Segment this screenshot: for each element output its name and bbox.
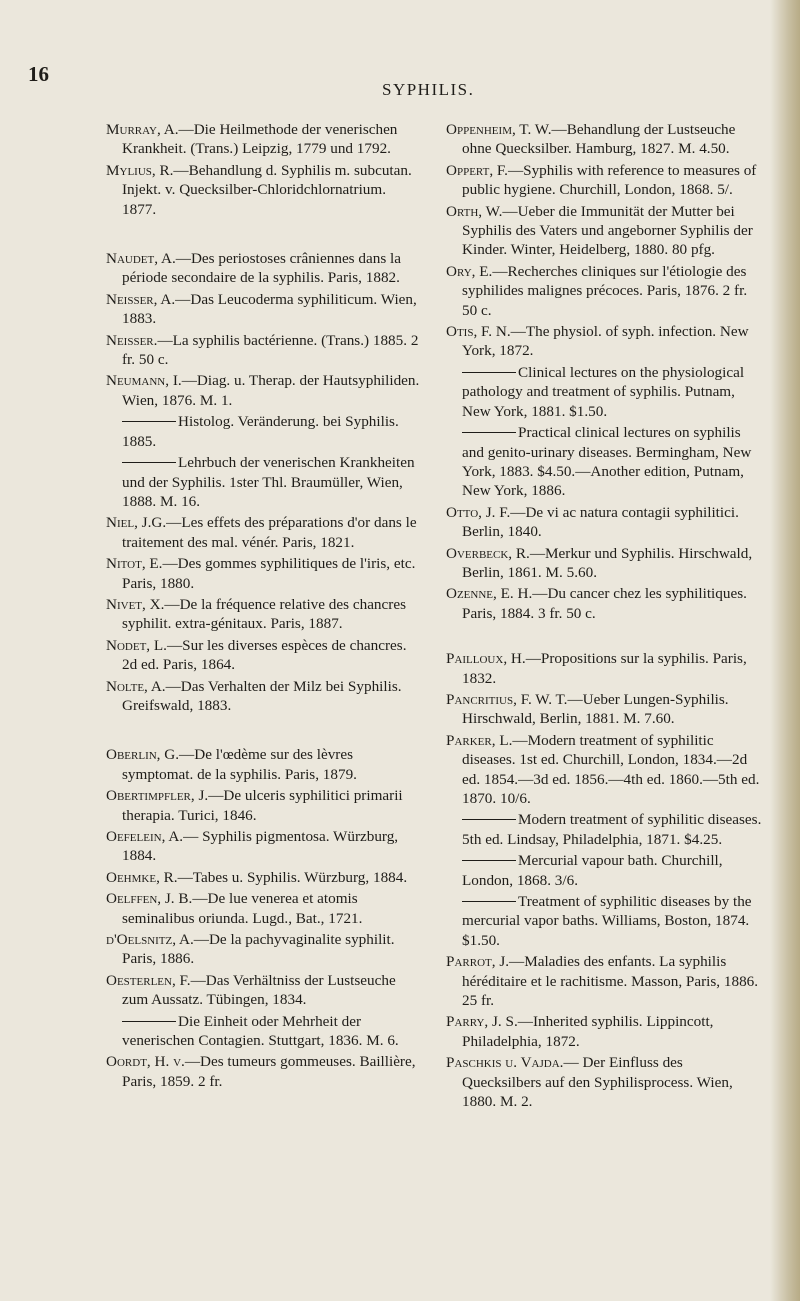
entry-text: —De lue venerea et atomis seminalibus oriunda. Lugd., Bat., 1721. (122, 890, 363, 927)
entry-text: —Ueber Lungen-Syphilis. Hirschwald, Berlin, 1881. M. 7.60. (462, 690, 729, 728)
entry-text: —Tabes u. Syphilis. Würzburg, 1884. (177, 868, 408, 886)
entry-author: Pailloux, H. (446, 650, 526, 668)
entry-author: Obertimpfler, J. (106, 787, 209, 805)
entry-author: d'Oelsnitz, A. (106, 931, 194, 949)
bibliography-entry (106, 889, 421, 928)
entry-author: Oesterlen, F. (106, 971, 191, 989)
entry-author: Oordt, H. v. (106, 1053, 185, 1071)
entry-text: Mercurial vapour bath. Churchill, London, 1868. 3/6. (462, 852, 723, 889)
entry-text: —Die Heilmethode der venerischen Krankheit. (Trans.) Leipzig, 1779 und 1792. (122, 121, 398, 158)
bibliography-entry (106, 120, 421, 159)
entry-author: Ory, E. (446, 262, 493, 280)
bibliography-entry (106, 1052, 421, 1091)
ditto-dash (462, 819, 516, 820)
right-column (446, 120, 764, 1114)
entry-text: Treatment of syphilitic diseases by the mercurial vapor baths. Williams, Boston, 1874. $1.50. (462, 893, 752, 949)
entry-author: Oelffen, J. B. (106, 890, 193, 908)
entry-text: Lehrbuch der venerischen Krankheiten und der Syphilis. 1ster Thl. Braumüller, Wien, 1888. M. 16. (122, 454, 415, 510)
ditto-dash (462, 860, 516, 861)
bibliography-entry (446, 120, 764, 159)
entry-author: Parrot, J. (446, 953, 510, 971)
entry-text: —La syphilis bactérienne. (Trans.) 1885. 2 fr. 50 c. (122, 331, 419, 369)
entry-text: G.—Les effets des préparations d'or dans le traitement des mal. vénér. Paris, 1821. (122, 514, 417, 551)
bibliography-entry (446, 892, 764, 950)
entry-text: —De la fréquence relative des chancres syphilit. extra-génitaux. Paris, 1887. (122, 595, 406, 633)
ditto-dash (122, 462, 176, 463)
bibliography-entry (106, 161, 421, 219)
bibliography-entry (106, 786, 421, 825)
bibliography-entry (106, 249, 421, 288)
entry-text: —Das Verhältniss der Lustseuche zum Aussatz. Tübingen, 1834. (122, 971, 396, 1009)
entry-author: Oefelein, A. (106, 828, 184, 845)
entry-text: —De l'œdème sur des lèvres symptomat. de la syphilis. Paris, 1879. (122, 746, 357, 783)
entry-author: Nivet, X. (106, 595, 165, 613)
entry-author: Oppert, F. (446, 161, 508, 179)
entry-text: —Maladies des enfants. La syphilis héréditaire et le rachitisme. Masson, Paris, 1886. 25 fr. (462, 953, 759, 1010)
entry-author: Overbeck, R. (446, 544, 530, 562)
entry-text: Histolog. Veränderung. bei Syphilis. 1885. (122, 413, 399, 450)
entry-text: —Inherited syphilis. Lippincott, Philadelphia, 1872. (462, 1013, 714, 1050)
entry-text: —Ueber die Immunität der Mutter bei Syphilis des Vaters und angeborner Syphilis der Kinder. Winter, Heidelberg, 1880. 80 pfg. (462, 202, 753, 259)
entry-author: Mylius, R. (106, 161, 174, 179)
bibliography-entry (446, 649, 764, 688)
entry-author: Murray, A. (106, 121, 179, 138)
bibliography-entry (106, 371, 421, 410)
bibliography-entry (446, 363, 764, 421)
ditto-dash (462, 901, 516, 902)
entry-author: Nitot, E. (106, 555, 163, 573)
entry-author: Oehmke, R. (106, 868, 178, 886)
bibliography-entry (446, 1053, 764, 1111)
entry-author: Oberlin, G. (106, 746, 180, 764)
bibliography-entry (106, 554, 421, 593)
bibliography-entry (446, 584, 764, 623)
entry-author: Naudet, A. (106, 250, 176, 268)
entry-text: —Das Verhalten der Milz bei Syphilis. Greifswald, 1883. (122, 677, 402, 714)
entry-author: Nolte, A. (106, 677, 166, 695)
page-number: 16 (28, 62, 49, 86)
entry-text: Practical clinical lectures on syphilis and genito-urinary diseases. Bermingham, New York, 1883. $4.50.—Another edition, Putnam, New York, 1886. (462, 424, 752, 500)
entry-text: —Behandlung der Lustseuche ohne Quecksilber. Hamburg, 1827. M. 4.50. (462, 121, 736, 158)
ditto-dash (462, 432, 516, 433)
entry-author: Oppenheim, T. W. (446, 121, 552, 138)
running-head: SYPHILIS. (382, 80, 475, 99)
entry-text: —Des gommes syphilitiques de l'iris, etc. Paris, 1880. (122, 555, 416, 592)
entry-author: Parker, L. (446, 731, 513, 749)
entry-author: Ozenne, E. H. (446, 585, 533, 603)
bibliography-entry (446, 544, 764, 583)
bibliography-entry (106, 412, 421, 451)
bibliography-entry (446, 322, 764, 361)
entry-author: Neisser, A. (106, 290, 176, 308)
entry-text: —Diag. u. Therap. der Hautsyphiliden. Wien, 1876. M. 1. (122, 372, 420, 409)
entry-text: —Des periostoses crâniennes dans la période secondaire de la syphilis. Paris, 1882. (122, 250, 401, 287)
ditto-dash (122, 1021, 176, 1022)
bibliography-entry (106, 868, 421, 887)
entry-author: Neisser. (106, 331, 158, 349)
entry-text: Clinical lectures on the physiological pathology and treatment of syphilis. Putnam, New York, 1881. $1.50. (462, 363, 745, 420)
bibliography-entry (446, 1012, 764, 1051)
entry-text: —Du cancer chez les syphilitiques. Paris, 1884. 3 fr. 50 c. (462, 585, 747, 622)
bibliography-entry (106, 636, 421, 675)
page-edge-shadow (770, 0, 800, 1301)
bibliography-entry (446, 810, 764, 849)
bibliography-entry (106, 971, 421, 1010)
entry-text: —De la pachyvaginalite syphilit. Paris, 1886. (122, 931, 395, 968)
bibliography-entry (106, 1012, 421, 1051)
bibliography-entry (446, 690, 764, 729)
ditto-dash (122, 421, 176, 422)
bibliography-entry (446, 262, 764, 320)
entry-text: —Sur les diverses espèces de chancres. 2d ed. Paris, 1864. (122, 636, 407, 674)
bibliography-entry (106, 677, 421, 716)
entry-author: Neumann, I. (106, 372, 182, 390)
entry-text: — Syphilis pigmentosa. Würzburg, 1884. (122, 828, 399, 865)
bibliography-entry (106, 331, 421, 370)
bibliography-entry (446, 851, 764, 890)
bibliography-entry (446, 202, 764, 260)
entry-author: Otis, F. N. (446, 323, 511, 341)
entry-text: —Propositions sur la syphilis. Paris, 1832. (462, 650, 747, 687)
left-column (106, 120, 421, 1093)
ditto-dash (462, 372, 516, 373)
entry-text: —Syphilis with reference to measures of public hygiene. Churchill, London, 1868. 5/. (462, 161, 757, 199)
entry-text: —De vi ac natura contagii syphilitici. Berlin, 1840. (462, 503, 739, 541)
bibliography-entry (106, 453, 421, 511)
entry-text: —Des tumeurs gommeuses. Baillière, Paris, 1859. 2 fr. (122, 1053, 416, 1090)
bibliography-entry (106, 290, 421, 329)
bibliography-entry (446, 503, 764, 542)
entry-author: Paschkis u. Vajda. (446, 1054, 564, 1072)
entry-text: —Behandlung d. Syphilis m. subcutan. Injekt. v. Quecksilber-Chloridchlornatrium. 1877. (122, 161, 412, 218)
entry-author: Niel, J. (106, 514, 152, 532)
bibliography-entry (106, 930, 421, 969)
bibliography-entry (106, 827, 421, 866)
bibliography-entry (106, 513, 421, 552)
bibliography-entry (106, 745, 421, 784)
entry-text: —The physiol. of syph. infection. New York, 1872. (462, 323, 749, 360)
entry-author: Otto, J. F. (446, 503, 511, 521)
entry-text: —Recherches cliniques sur l'étiologie des syphilides malignes précoces. Paris, 1876. 2 fr. 50 c. (462, 262, 748, 319)
bibliography-entry (446, 952, 764, 1010)
entry-text: —Das Leucoderma syphiliticum. Wien, 1883. (122, 290, 417, 328)
entry-author: Pancritius, F. W. T. (446, 690, 568, 708)
entry-text: — Der Einfluss des Quecksilbers auf den Syphilisprocess. Wien, 1880. M. 2. (462, 1054, 733, 1111)
entry-text: —De ulceris syphilitici primarii therapia. Turici, 1846. (122, 787, 403, 824)
entry-text: Die Einheit oder Mehrheit der venerischen Contagien. Stuttgart, 1836. M. 6. (122, 1012, 399, 1050)
entry-author: Orth, W. (446, 202, 503, 220)
bibliography-entry (446, 423, 764, 501)
bibliography-entry (446, 731, 764, 809)
bibliography-entry (446, 161, 764, 200)
entry-text: —Modern treatment of syphilitic diseases. 1st ed. Churchill, London, 1834.—2d ed. 1854.—3d ed. 1856.—4th ed. 1860.—5th ed. 1870. 10/6. (462, 731, 760, 807)
bibliography-entry (106, 595, 421, 634)
entry-text: Modern treatment of syphilitic diseases. 5th ed. Lindsay, Philadelphia, 1871. $4.25. (462, 811, 762, 848)
entry-text: —Merkur und Syphilis. Hirschwald, Berlin, 1861. M. 5.60. (462, 544, 753, 581)
entry-author: Nodet, L. (106, 636, 167, 654)
entry-author: Parry, J. S. (446, 1013, 518, 1031)
